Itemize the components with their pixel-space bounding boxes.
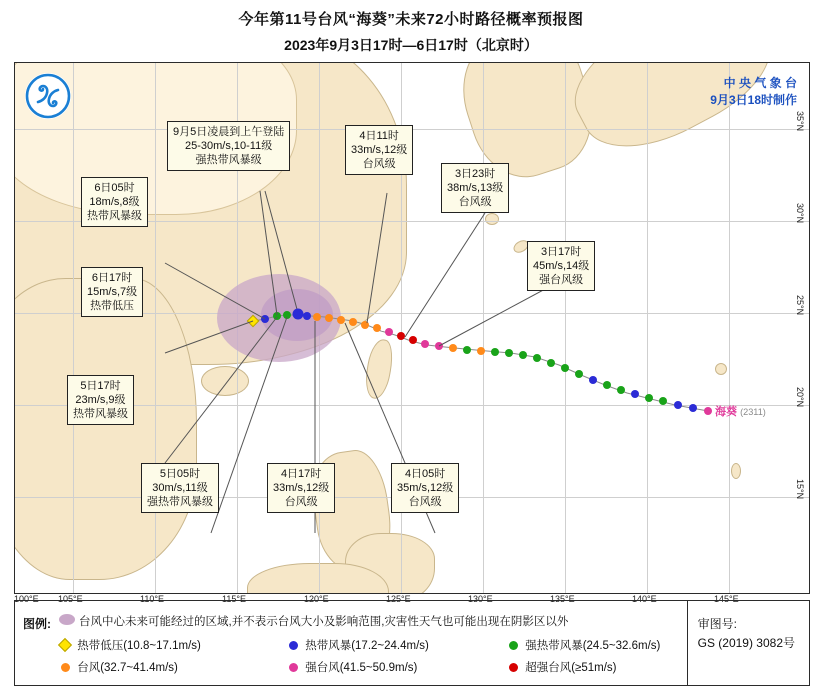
- callout-0411[interactable]: [345, 125, 413, 175]
- legend-item-sty: [287, 659, 417, 675]
- page-title: 今年第11号台风“海葵”未来72小时路径概率预报图: [238, 11, 584, 28]
- legend-divider: [687, 601, 688, 685]
- lat-label: 15°N: [795, 479, 805, 500]
- callout-line: 15m/s,7级: [87, 286, 138, 298]
- callout-0517[interactable]: [67, 375, 134, 425]
- callout-line: 5日17时: [80, 380, 121, 392]
- callout-line: 5日05时: [159, 468, 201, 480]
- callout-line: 35m/s,12级: [397, 482, 454, 494]
- current-center-symbol: [293, 309, 304, 320]
- legend-item-label: 超强台风(≥51m/s): [525, 662, 617, 674]
- lat-label: 25°N: [795, 295, 805, 316]
- typhoon-code: (2311): [740, 407, 766, 417]
- callout-line: 4日05时: [404, 468, 446, 480]
- legend-panel: [14, 600, 810, 686]
- legend-title: 图例:: [23, 617, 51, 631]
- callout-0317[interactable]: [527, 241, 595, 291]
- lon-label: 110°E: [140, 594, 164, 604]
- legend-item-label: 强台风(41.5~50.9m/s): [305, 662, 418, 674]
- audit-label: 审图号:: [697, 617, 737, 631]
- lat-label: 30°N: [795, 203, 805, 224]
- lon-label: 100°E: [14, 594, 39, 604]
- lon-label: 120°E: [304, 594, 329, 604]
- callout-line: 33m/s,12级: [351, 144, 408, 156]
- agency-name: 中 央 气 象 台: [723, 76, 797, 90]
- callout-line: 23m/s,9级: [75, 394, 126, 406]
- legend-item-sts: [507, 637, 660, 653]
- tropical-depression-icon: [59, 640, 71, 653]
- lon-label: 115°E: [222, 594, 246, 604]
- lon-label: 145°E: [714, 594, 739, 604]
- callout-0605[interactable]: [81, 177, 148, 227]
- cone-swatch-icon: [59, 614, 75, 625]
- legend-item-label: 热带低压(10.8~17.1m/s): [77, 640, 201, 652]
- legend-item-label: 强热带风暴(24.5~32.6m/s): [525, 640, 661, 652]
- callout-line: 热带低压: [90, 300, 135, 312]
- severe-typhoon-icon: [287, 663, 299, 675]
- callout-line: 6日17时: [91, 272, 133, 284]
- callout-line: 3日23时: [454, 168, 496, 180]
- callout-line: 18m/s,8级: [89, 196, 140, 208]
- callout-line: 台风级: [284, 496, 318, 508]
- callout-leader-lines: [165, 191, 575, 533]
- callout-landfall[interactable]: [167, 121, 290, 171]
- tropical-storm-icon: [287, 641, 299, 653]
- callout-line: 33m/s,12级: [273, 482, 330, 494]
- callout-line: 4日11时: [359, 130, 399, 142]
- callout-line: 热带风暴级: [73, 408, 128, 420]
- lon-label: 140°E: [632, 594, 657, 604]
- callout-line: 6日05时: [94, 182, 135, 194]
- callout-line: 台风级: [458, 196, 492, 208]
- callout-line: 台风级: [362, 158, 396, 170]
- callout-0405[interactable]: [391, 463, 459, 513]
- lat-label: 35°N: [795, 111, 805, 132]
- callout-line: 强热带风暴级: [147, 496, 213, 508]
- lon-label: 135°E: [550, 594, 575, 604]
- callout-line: 45m/s,14级: [533, 260, 590, 272]
- title-block: [0, 8, 822, 55]
- callout-line: 25-30m/s,10-11级: [185, 140, 273, 152]
- callout-line: 30m/s,11级: [152, 482, 208, 494]
- severe-tropical-storm-icon: [507, 641, 519, 653]
- super-typhoon-icon: [507, 663, 519, 675]
- map-canvas[interactable]: [14, 62, 810, 594]
- lon-label: 105°E: [58, 594, 83, 604]
- legend-item-label: 台风(32.7~41.4m/s): [77, 662, 178, 674]
- typhoon-name: 海葵: [715, 406, 737, 418]
- audit-block: [698, 615, 795, 653]
- callout-0417[interactable]: [267, 463, 335, 513]
- callout-0505[interactable]: [141, 463, 219, 513]
- audit-number: GS (2019) 3082号: [697, 636, 795, 650]
- callout-line: 3日17时: [540, 246, 582, 258]
- callout-0323[interactable]: [441, 163, 509, 213]
- legend-item-td: [59, 637, 201, 653]
- typhoon-name-label: [715, 403, 766, 419]
- callout-line: 9月5日凌晨到上午登陆: [173, 126, 285, 138]
- agency-issue-time: 9月3日18时制作: [710, 93, 797, 107]
- callout-0617[interactable]: [81, 267, 143, 317]
- legend-item-label: 热带风暴(17.2~24.4m/s): [305, 640, 429, 652]
- legend-cone-note: 台风中心未来可能经过的区域,并不表示台风大小及影响范围,灾害性天气也可能出现在阴影区以外: [79, 616, 569, 628]
- legend-item-ts: [287, 637, 429, 653]
- typhoon-icon: [59, 663, 71, 675]
- lat-label: 20°N: [795, 387, 805, 408]
- lon-label: 125°E: [386, 594, 411, 604]
- callout-line: 强热带风暴级: [195, 154, 262, 166]
- callout-line: 38m/s,13级: [447, 182, 504, 194]
- page-subtitle: 2023年9月3日17时—6日17时（北京时）: [284, 37, 538, 53]
- callout-line: 4日17时: [280, 468, 322, 480]
- legend-item-ty: [59, 659, 178, 675]
- lon-label: 130°E: [468, 594, 493, 604]
- callout-line: 台风级: [408, 496, 442, 508]
- legend-item-superty: [507, 659, 617, 675]
- callout-line: 强台风级: [539, 274, 584, 286]
- callout-line: 热带风暴级: [87, 210, 142, 222]
